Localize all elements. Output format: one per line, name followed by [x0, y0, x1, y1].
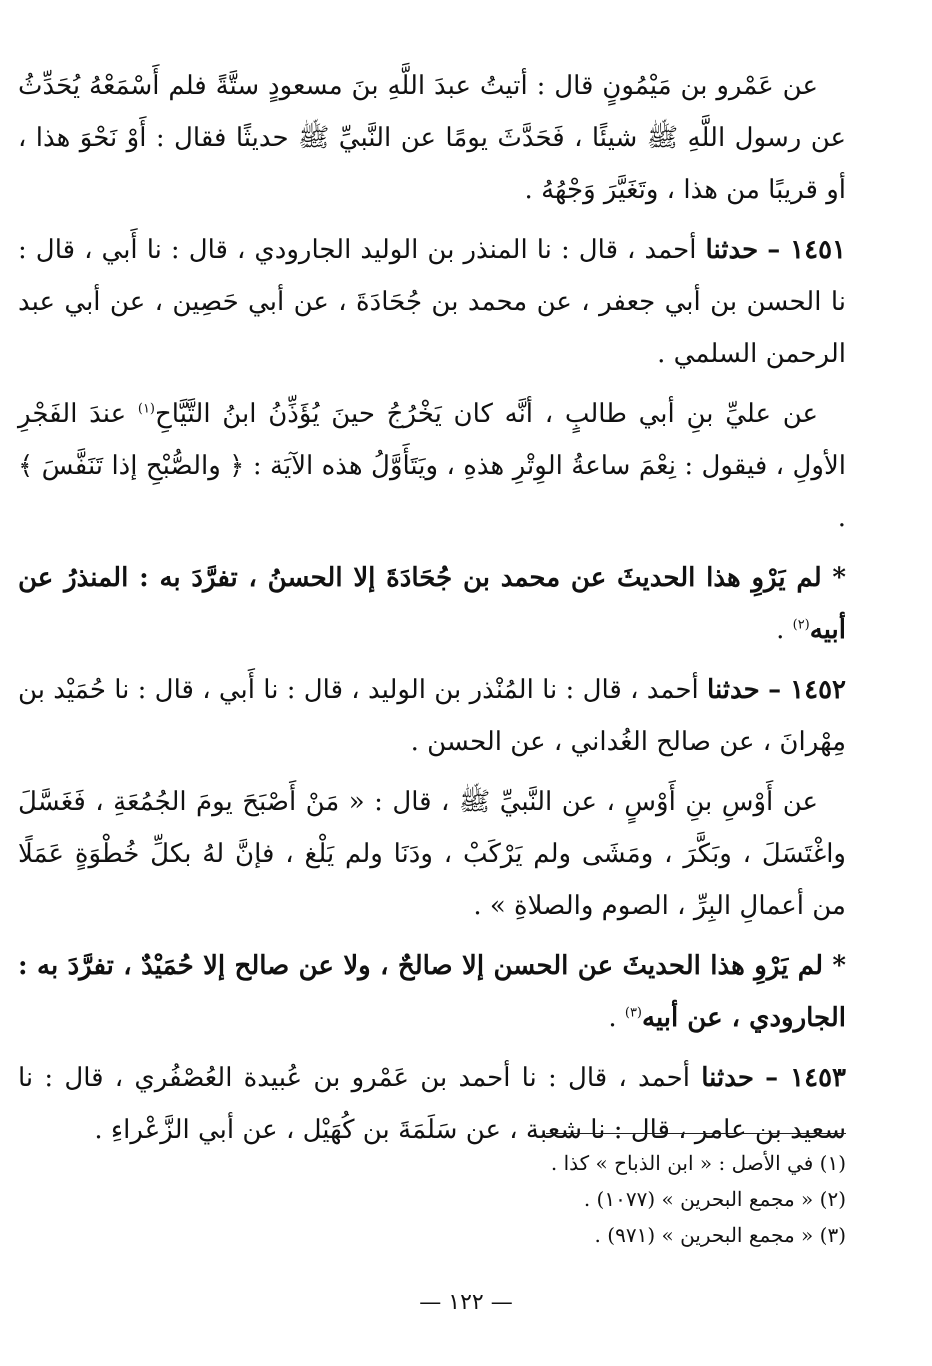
isnad-1452 — [18, 664, 846, 768]
hadith-text-continued: عندَ الفَجْرِ الأولِ ، فيقول : نِعْمَ ساعةُ الوِتْرِ هذهِ ، ويَتَأَوَّلُ هذه الآيَة : ﴿ والصُّبْحِ إذا تَنَفَّسَ ﴾ . — [18, 399, 846, 533]
footnote-2: (٢) « مجمع البحرين » (١٠٧٧) . — [583, 1187, 846, 1211]
isnad-1451 — [18, 224, 846, 380]
star-icon: * — [823, 951, 846, 981]
hadith-number: ١٤٥١ – — [767, 235, 846, 265]
commentary-text: لم يَرْوِ هذا الحديثَ عن الحسن إلا صالحٌ ، ولا عن صالح إلا حُمَيْدٌ ، تفرَّدَ به : الجارودي ، عن أبيه — [18, 951, 846, 1033]
page-number: — ١٢٢ — — [419, 1290, 513, 1315]
commentary — [18, 940, 846, 1044]
commentary — [18, 552, 846, 656]
commentary-text: لم يَرْوِ هذا الحديثَ عن محمد بن جُحَادَةَ إلا الحسنُ ، تفرَّدَ به : المنذرُ عن أبيه — [18, 563, 846, 645]
commentary-tail: . — [608, 1003, 617, 1033]
isnad-text: أحمد ، قال : نا المُنْذر بن الوليد ، قال : نا أَبي ، قال : نا حُمَيْد بن مِهْرانَ ، عن صالح الغُداني ، عن الحسن . — [18, 675, 846, 757]
hadith-number: ١٤٥٣ – — [765, 1063, 846, 1093]
footnote-1: (١) في الأصل : « ابن الذباح » كذا . — [550, 1151, 846, 1175]
footnote-ref: (٢) — [792, 617, 810, 633]
hadith-text-content: عن عليِّ بنِ أبي طالبٍ ، أنَّه كان يَخْرُجُ حينَ يُؤَذِّنُ ابنُ التَّيَّاحِ — [155, 399, 818, 429]
isnad-1453 — [18, 1052, 846, 1156]
isnad-lead: حدثنا — [705, 235, 759, 265]
hadith-text — [18, 388, 846, 544]
page-body — [18, 60, 846, 1164]
isnad-text: أحمد ، قال : نا أحمد بن عَمْرو بن عُبيدة العُصْفُري ، قال : نا سعيد بن عامر ، قال : نا شعبة ، عن سَلَمَةَ بن كُهَيْل ، عن أبي الزَّعْراءِ . — [18, 1063, 846, 1145]
isnad-lead: حدثنا — [701, 1063, 754, 1093]
star-icon: * — [821, 563, 846, 593]
isnad-lead: حدثنا — [707, 675, 760, 705]
hadith-text-content: عن عَمْرو بن مَيْمُونٍ قال : أتيتُ عبدَ اللَّهِ بنَ مسعودٍ ستَّةً فلم أَسْمَعْهُ يُحَدِّثُ عن رسول اللَّهِ ﷺ شيئًا ، فَحَدَّثَ يومًا عن النَّبيِّ ﷺ حديثًا فقال : أَوْ نَحْوَ هذا ، أو قريبًا من هذا ، وتَغَيَّرَ وَجْهُهُ . — [18, 71, 846, 205]
footnotes — [106, 1145, 846, 1253]
hadith-text — [18, 60, 846, 216]
hadith-text-content: عن أَوْسِ بنِ أَوْسٍ ، عن النَّبيِّ ﷺ ، قال : « مَنْ أَصْبَحَ يومَ الجُمُعَةِ ، فَغَسَّلَ واغْتَسَلَ ، وبَكَّرَ ، ومَشَى ولم يَرْكَبْ ، ودَنَا ولم يَلْغ ، فإنَّ لهُ بكلِّ خُطْوَةٍ عَمَلًا من أعمالِ البِرِّ ، الصوم والصلاةِ » . — [18, 787, 846, 921]
footnote-3: (٣) « مجمع البحرين » (٩٧١) . — [594, 1223, 846, 1247]
commentary-tail: . — [776, 615, 785, 645]
footnote-ref: (١) — [137, 401, 155, 417]
hadith-text — [18, 776, 846, 932]
hadith-number: ١٤٥٢ – — [768, 675, 846, 705]
footnote-ref: (٣) — [624, 1005, 642, 1021]
footnote-divider — [546, 1133, 846, 1134]
isnad-text: أحمد ، قال : نا المنذر بن الوليد الجارودي ، قال : نا أَبي ، قال : نا الحسن بن أبي جعفر ، عن محمد بن جُحَادَةَ ، عن أبي حَصِين ، عن أبي عبد الرحمن السلمي . — [18, 235, 846, 369]
